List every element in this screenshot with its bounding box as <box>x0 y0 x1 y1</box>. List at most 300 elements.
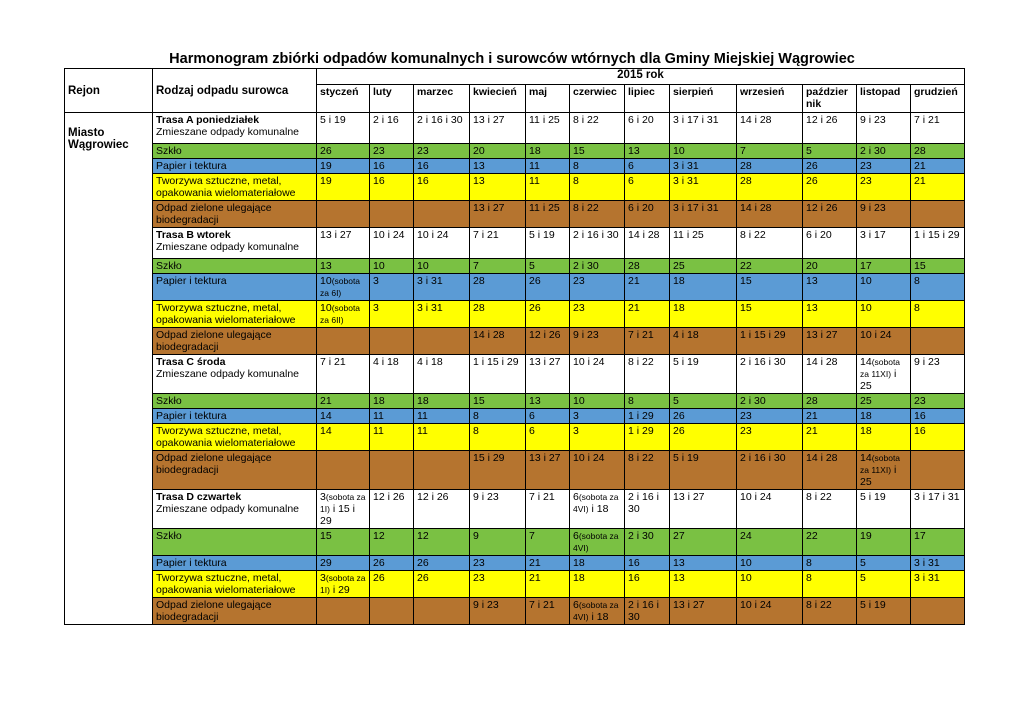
month-header: lipiec <box>625 85 670 113</box>
schedule-row <box>65 409 965 424</box>
date-cell: 4 i 18 <box>414 355 470 394</box>
date-cell: 7 <box>737 144 803 159</box>
month-header: grudzień <box>911 85 965 113</box>
date-cell: 18 <box>370 394 414 409</box>
date-cell: 26 <box>803 174 857 201</box>
date-cell: 14 i 28 <box>737 113 803 144</box>
schedule-row <box>65 571 965 598</box>
date-cell: 13 i 27 <box>317 228 370 259</box>
waste-type-label: Tworzywa sztuczne, metal, opakowania wielomateriałowe <box>156 175 296 199</box>
date-cell: 11 i 25 <box>526 201 570 228</box>
date-cell: 10 i 24 <box>570 451 625 490</box>
month-header: styczeń <box>317 85 370 113</box>
date-cell: 28 <box>803 394 857 409</box>
date-cell: 13 <box>470 159 526 174</box>
date-cell: 26 <box>414 571 470 598</box>
date-cell: 4 i 18 <box>370 355 414 394</box>
date-cell: 19 <box>317 174 370 201</box>
date-cell: 18 <box>570 571 625 598</box>
date-cell: 23 <box>570 301 625 328</box>
schedule-row <box>65 451 965 490</box>
date-cell <box>414 598 470 625</box>
date-cell: 5 <box>803 144 857 159</box>
date-cell: 2 i 16 i 30 <box>737 355 803 394</box>
waste-type-cell <box>153 409 317 424</box>
schedule-row <box>65 394 965 409</box>
date-cell: 13 <box>670 571 737 598</box>
date-cell: 3 i 31 <box>414 274 470 301</box>
date-cell: 10 <box>857 274 911 301</box>
date-cell: 2 i 16 i 30 <box>570 228 625 259</box>
date-cell: 8 i 22 <box>803 598 857 625</box>
date-cell: 28 <box>737 174 803 201</box>
date-cell: 11 i 25 <box>670 228 737 259</box>
waste-type-cell <box>153 424 317 451</box>
date-cell: 20 <box>803 259 857 274</box>
date-cell: 3 i 17 i 31 <box>670 201 737 228</box>
date-cell: 3 <box>370 301 414 328</box>
date-cell: 25 <box>857 394 911 409</box>
date-cell: 5 <box>670 394 737 409</box>
waste-type-label: Szkło <box>156 395 182 407</box>
date-cell <box>317 598 370 625</box>
schedule-row <box>65 529 965 556</box>
date-cell: 4 i 18 <box>670 328 737 355</box>
schedule-row <box>65 113 965 144</box>
waste-type-cell <box>153 328 317 355</box>
date-cell: 6 <box>526 424 570 451</box>
date-cell: 7 i 21 <box>470 228 526 259</box>
date-cell: 7 i 21 <box>317 355 370 394</box>
date-cell: 11 <box>414 409 470 424</box>
date-cell: 10 i 24 <box>414 228 470 259</box>
date-cell: 23 <box>911 394 965 409</box>
date-cell: 10 <box>670 144 737 159</box>
date-cell <box>370 598 414 625</box>
date-cell: 21 <box>317 394 370 409</box>
date-cell: 3(sobota za 1I) i 15 i 29 <box>317 490 370 529</box>
date-cell: 13 i 27 <box>470 113 526 144</box>
date-cell: 16 <box>370 174 414 201</box>
date-cell: 6 <box>526 409 570 424</box>
date-cell: 14 i 28 <box>803 451 857 490</box>
page-title: Harmonogram zbiórki odpadów komunalnych i surowców wtórnych dla Gminy Miejskiej Wągrowiec <box>169 51 855 67</box>
date-cell: 8 <box>625 394 670 409</box>
date-cell: 15 <box>570 144 625 159</box>
month-header: wrzesień <box>737 85 803 113</box>
date-cell: 12 i 26 <box>526 328 570 355</box>
date-cell: 6 i 20 <box>625 201 670 228</box>
date-cell: 5 i 19 <box>670 355 737 394</box>
date-cell: 15 <box>317 529 370 556</box>
waste-type-cell <box>153 556 317 571</box>
date-cell: 21 <box>526 571 570 598</box>
date-cell: 13 <box>625 144 670 159</box>
date-cell <box>370 451 414 490</box>
date-cell: 7 i 21 <box>526 490 570 529</box>
date-cell: 8 i 22 <box>625 355 670 394</box>
date-cell: 16 <box>370 159 414 174</box>
month-header: maj <box>526 85 570 113</box>
waste-type-cell <box>153 174 317 201</box>
date-cell: 14 i 28 <box>737 201 803 228</box>
date-cell: 26 <box>526 274 570 301</box>
waste-type-cell <box>153 144 317 159</box>
schedule-row <box>65 144 965 159</box>
waste-type-cell <box>153 598 317 625</box>
date-cell: 12 <box>414 529 470 556</box>
waste-type-label: Zmieszane odpady komunalne <box>156 126 300 138</box>
month-header: listopad <box>857 85 911 113</box>
schedule-row <box>65 159 965 174</box>
date-cell: 23 <box>737 409 803 424</box>
date-cell: 28 <box>470 301 526 328</box>
date-cell: 3 i 17 i 31 <box>911 490 965 529</box>
date-cell: 27 <box>670 529 737 556</box>
month-header: czerwiec <box>570 85 625 113</box>
date-cell: 6 i 20 <box>625 113 670 144</box>
date-cell: 8 i 22 <box>625 451 670 490</box>
date-cell <box>317 451 370 490</box>
date-cell: 5 <box>526 259 570 274</box>
date-cell: 11 <box>414 424 470 451</box>
date-cell <box>414 201 470 228</box>
date-cell: 16 <box>911 409 965 424</box>
waste-type-label: Zmieszane odpady komunalne <box>156 368 300 380</box>
waste-type-label: Tworzywa sztuczne, metal, opakowania wielomateriałowe <box>156 572 296 596</box>
date-cell: 17 <box>857 259 911 274</box>
waste-type-cell <box>153 529 317 556</box>
date-cell: 28 <box>911 144 965 159</box>
waste-type-cell <box>153 490 317 529</box>
schedule-row <box>65 328 965 355</box>
date-cell: 21 <box>625 274 670 301</box>
date-cell: 16 <box>414 174 470 201</box>
waste-type-cell <box>153 394 317 409</box>
date-cell: 23 <box>470 556 526 571</box>
date-cell: 5 i 19 <box>526 228 570 259</box>
date-cell: 16 <box>625 571 670 598</box>
date-cell: 3 i 31 <box>911 556 965 571</box>
date-cell: 8 i 22 <box>803 490 857 529</box>
date-cell: 23 <box>414 144 470 159</box>
date-cell: 12 i 26 <box>414 490 470 529</box>
date-cell: 15 <box>737 301 803 328</box>
date-cell: 3 i 17 i 31 <box>670 113 737 144</box>
waste-type-cell <box>153 571 317 598</box>
waste-type-cell <box>153 159 317 174</box>
date-cell: 13 <box>803 301 857 328</box>
date-cell: 23 <box>370 144 414 159</box>
date-cell: 21 <box>625 301 670 328</box>
date-cell: 14(sobota za 11XI) i 25 <box>857 355 911 394</box>
date-cell: 21 <box>911 174 965 201</box>
date-cell: 19 <box>317 159 370 174</box>
date-cell: 10(sobota za 6I) <box>317 274 370 301</box>
date-cell: 18 <box>526 144 570 159</box>
date-cell: 23 <box>737 424 803 451</box>
date-cell: 16 <box>414 159 470 174</box>
date-cell: 7 i 21 <box>625 328 670 355</box>
date-cell: 18 <box>857 424 911 451</box>
date-cell: 24 <box>737 529 803 556</box>
date-cell: 5 <box>857 571 911 598</box>
waste-type-cell <box>153 259 317 274</box>
waste-type-label: Papier i tektura <box>156 557 227 569</box>
date-cell: 16 <box>911 424 965 451</box>
date-cell: 10 <box>570 394 625 409</box>
schedule-row <box>65 490 965 529</box>
header-rejon: Rejon <box>65 69 153 113</box>
date-cell <box>414 451 470 490</box>
date-cell: 1 i 29 <box>625 409 670 424</box>
date-cell: 3 i 31 <box>670 159 737 174</box>
schedule-row <box>65 259 965 274</box>
date-cell <box>370 201 414 228</box>
schedule-row <box>65 556 965 571</box>
date-cell: 22 <box>803 529 857 556</box>
date-cell: 22 <box>737 259 803 274</box>
date-cell: 14 i 28 <box>625 228 670 259</box>
route-name: Trasa B wtorek <box>156 229 231 241</box>
date-cell: 11 i 25 <box>526 113 570 144</box>
date-cell: 28 <box>737 159 803 174</box>
waste-type-label: Papier i tektura <box>156 410 227 422</box>
date-cell: 8 i 22 <box>570 201 625 228</box>
date-cell: 23 <box>470 571 526 598</box>
date-cell: 10 <box>414 259 470 274</box>
date-cell: 10 i 24 <box>857 328 911 355</box>
date-cell: 6(sobota za 4VI) i 18 <box>570 490 625 529</box>
date-cell: 20 <box>470 144 526 159</box>
date-cell: 13 <box>670 556 737 571</box>
date-cell: 3 i 17 <box>857 228 911 259</box>
date-cell: 5 i 19 <box>317 113 370 144</box>
schedule-row <box>65 355 965 394</box>
schedule-row <box>65 228 965 259</box>
date-cell: 1 i 15 i 29 <box>470 355 526 394</box>
date-cell: 7 <box>526 529 570 556</box>
date-cell: 9 i 23 <box>470 490 526 529</box>
date-cell: 23 <box>570 274 625 301</box>
date-cell <box>317 328 370 355</box>
date-cell: 18 <box>857 409 911 424</box>
date-cell: 9 i 23 <box>911 355 965 394</box>
date-cell: 3 i 31 <box>670 174 737 201</box>
date-cell: 10 <box>737 571 803 598</box>
date-cell: 9 i 23 <box>470 598 526 625</box>
date-cell: 11 <box>370 424 414 451</box>
date-cell: 8 <box>570 174 625 201</box>
date-cell: 7 i 21 <box>911 113 965 144</box>
date-cell: 2 i 30 <box>737 394 803 409</box>
route-name: Trasa C środa <box>156 356 226 368</box>
date-cell: 10 i 24 <box>570 355 625 394</box>
date-cell: 28 <box>625 259 670 274</box>
waste-type-label: Papier i tektura <box>156 275 227 287</box>
date-cell: 16 <box>625 556 670 571</box>
date-cell: 10(sobota za 6II) <box>317 301 370 328</box>
date-cell: 21 <box>803 424 857 451</box>
date-cell: 5 <box>857 556 911 571</box>
date-cell: 14(sobota za 11XI) i 25 <box>857 451 911 490</box>
date-cell: 1 i 15 i 29 <box>911 228 965 259</box>
date-cell: 6 i 20 <box>803 228 857 259</box>
month-header: marzec <box>414 85 470 113</box>
schedule-row <box>65 274 965 301</box>
waste-type-cell <box>153 201 317 228</box>
route-name: Trasa D czwartek <box>156 491 242 503</box>
date-cell: 11 <box>370 409 414 424</box>
date-cell: 5 i 19 <box>857 598 911 625</box>
waste-type-label: Zmieszane odpady komunalne <box>156 241 300 253</box>
waste-type-label: Tworzywa sztuczne, metal, opakowania wielomateriałowe <box>156 302 296 326</box>
date-cell: 21 <box>911 159 965 174</box>
date-cell: 8 <box>803 571 857 598</box>
date-cell: 2 i 30 <box>857 144 911 159</box>
date-cell: 2 i 16 i 30 <box>625 598 670 625</box>
date-cell: 13 i 27 <box>670 490 737 529</box>
waste-type-label: Odpad zielone ulegające biodegradacji <box>156 452 272 476</box>
date-cell: 8 i 22 <box>737 228 803 259</box>
waste-type-label: Szkło <box>156 260 182 272</box>
date-cell <box>911 201 965 228</box>
date-cell: 26 <box>803 159 857 174</box>
schedule-table <box>64 68 965 625</box>
date-cell: 11 <box>526 159 570 174</box>
date-cell: 13 i 27 <box>526 355 570 394</box>
date-cell: 21 <box>803 409 857 424</box>
date-cell: 9 i 23 <box>570 328 625 355</box>
date-cell: 3 <box>370 274 414 301</box>
waste-type-cell <box>153 228 317 259</box>
date-cell: 13 i 27 <box>670 598 737 625</box>
date-cell: 10 i 24 <box>737 490 803 529</box>
date-cell: 28 <box>470 274 526 301</box>
date-cell: 11 <box>526 174 570 201</box>
date-cell: 12 i 26 <box>803 113 857 144</box>
date-cell: 8 <box>911 274 965 301</box>
date-cell: 14 <box>317 424 370 451</box>
date-cell: 29 <box>317 556 370 571</box>
date-cell: 18 <box>670 274 737 301</box>
date-cell: 18 <box>670 301 737 328</box>
schedule-row <box>65 301 965 328</box>
date-cell: 10 <box>857 301 911 328</box>
date-cell: 8 i 22 <box>570 113 625 144</box>
date-cell <box>911 451 965 490</box>
date-cell: 23 <box>857 159 911 174</box>
date-cell: 25 <box>670 259 737 274</box>
date-cell: 3 <box>570 409 625 424</box>
date-cell <box>911 328 965 355</box>
date-cell: 26 <box>670 409 737 424</box>
date-cell: 6 <box>625 174 670 201</box>
date-cell: 12 i 26 <box>803 201 857 228</box>
date-cell: 13 <box>317 259 370 274</box>
date-cell: 8 <box>570 159 625 174</box>
waste-type-label: Szkło <box>156 530 182 542</box>
date-cell: 8 <box>470 424 526 451</box>
date-cell: 9 i 23 <box>857 113 911 144</box>
waste-type-label: Szkło <box>156 145 182 157</box>
date-cell: 26 <box>370 556 414 571</box>
route-name: Trasa A poniedziałek <box>156 114 260 126</box>
schedule-row <box>65 598 965 625</box>
date-cell: 2 i 16 i 30 <box>625 490 670 529</box>
date-cell: 7 <box>470 259 526 274</box>
date-cell: 12 i 26 <box>370 490 414 529</box>
date-cell <box>911 598 965 625</box>
date-cell: 14 i 28 <box>470 328 526 355</box>
date-cell: 21 <box>526 556 570 571</box>
date-cell: 13 i 27 <box>803 328 857 355</box>
header-year: 2015 rok <box>317 69 965 85</box>
date-cell: 26 <box>670 424 737 451</box>
date-cell <box>414 328 470 355</box>
date-cell: 13 <box>470 174 526 201</box>
month-header: kwiecień <box>470 85 526 113</box>
date-cell: 13 <box>526 394 570 409</box>
date-cell: 26 <box>317 144 370 159</box>
date-cell: 19 <box>857 529 911 556</box>
date-cell: 10 i 24 <box>370 228 414 259</box>
date-cell: 15 <box>737 274 803 301</box>
date-cell: 6(sobota za 4VI) i 18 <box>570 598 625 625</box>
waste-type-label: Odpad zielone ulegające biodegradacji <box>156 329 272 353</box>
waste-type-label: Papier i tektura <box>156 160 227 172</box>
header-row-1 <box>65 69 965 85</box>
date-cell: 15 <box>470 394 526 409</box>
date-cell: 7 i 21 <box>526 598 570 625</box>
date-cell: 2 i 16 i 30 <box>737 451 803 490</box>
date-cell: 13 i 27 <box>526 451 570 490</box>
date-cell: 9 <box>470 529 526 556</box>
date-cell: 18 <box>414 394 470 409</box>
region-cell: Miasto Wągrowiec <box>65 113 153 625</box>
month-header: sierpień <box>670 85 737 113</box>
date-cell: 3 <box>570 424 625 451</box>
date-cell: 23 <box>857 174 911 201</box>
month-header: luty <box>370 85 414 113</box>
waste-type-cell <box>153 355 317 394</box>
waste-type-cell <box>153 274 317 301</box>
waste-type-label: Odpad zielone ulegające biodegradacji <box>156 202 272 226</box>
date-cell: 6 <box>625 159 670 174</box>
date-cell: 26 <box>526 301 570 328</box>
date-cell: 26 <box>414 556 470 571</box>
date-cell: 18 <box>570 556 625 571</box>
waste-type-cell <box>153 113 317 144</box>
date-cell: 1 i 15 i 29 <box>737 328 803 355</box>
date-cell: 12 <box>370 529 414 556</box>
date-cell: 1 i 29 <box>625 424 670 451</box>
date-cell: 10 i 24 <box>737 598 803 625</box>
date-cell: 2 i 30 <box>625 529 670 556</box>
date-cell <box>317 201 370 228</box>
waste-type-label: Zmieszane odpady komunalne <box>156 503 300 515</box>
date-cell: 2 i 16 <box>370 113 414 144</box>
header-rodzaj: Rodzaj odpadu surowca <box>153 69 317 113</box>
date-cell <box>370 328 414 355</box>
schedule-row <box>65 424 965 451</box>
date-cell: 6(sobota za 4VI) <box>570 529 625 556</box>
date-cell: 13 i 27 <box>470 201 526 228</box>
date-cell: 15 <box>911 259 965 274</box>
waste-type-label: Odpad zielone ulegające biodegradacji <box>156 599 272 623</box>
date-cell: 5 i 19 <box>670 451 737 490</box>
date-cell: 15 i 29 <box>470 451 526 490</box>
